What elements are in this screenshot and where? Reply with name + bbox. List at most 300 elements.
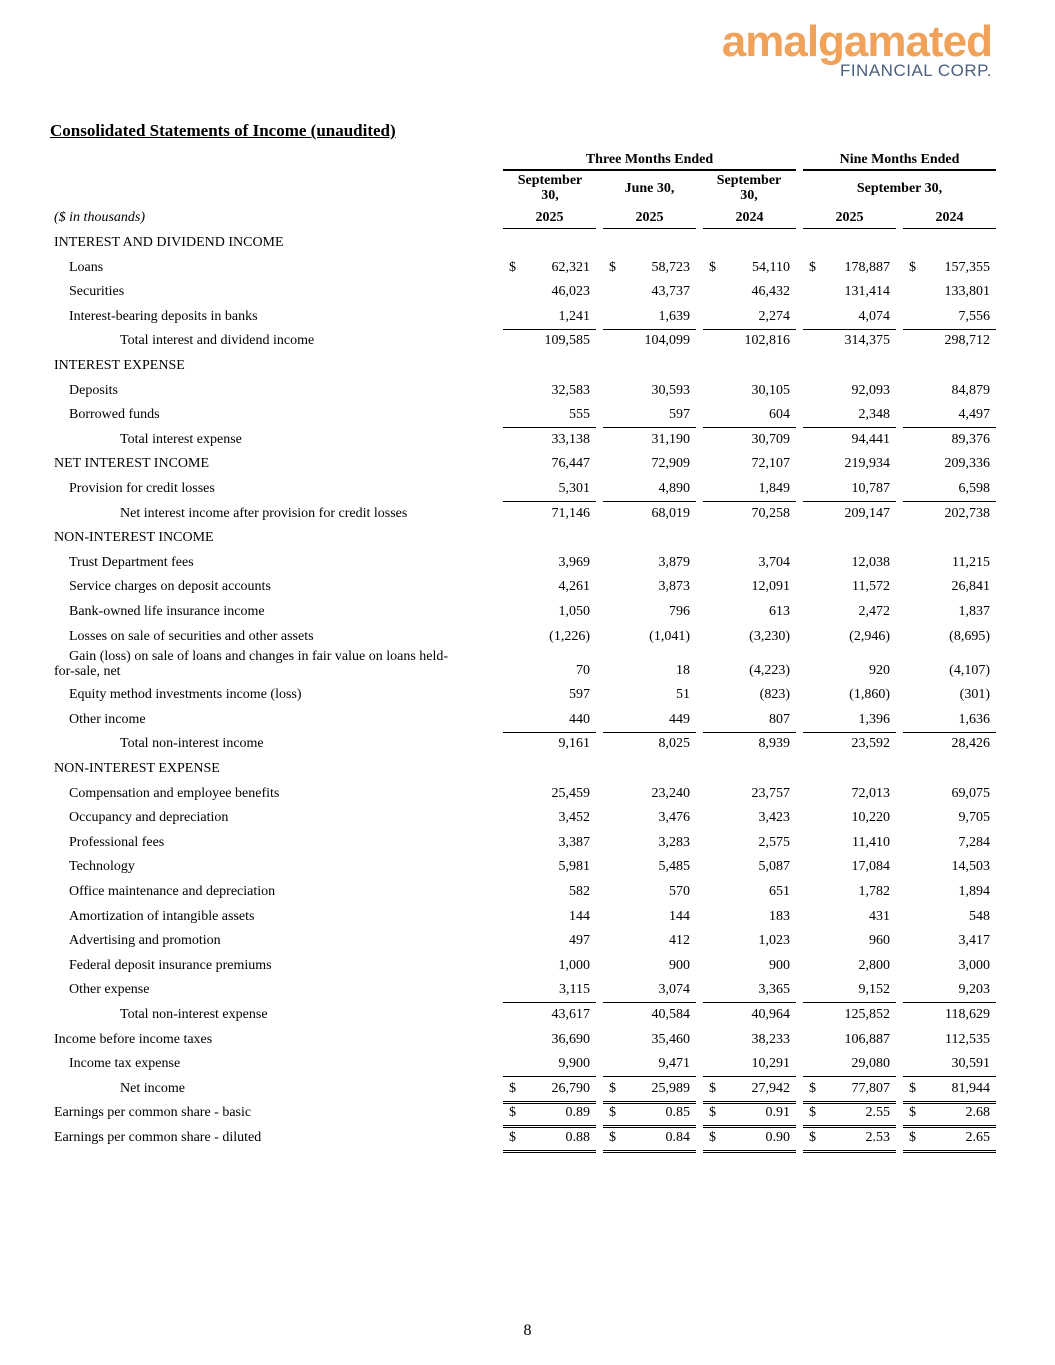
cell-value: 28,426 bbox=[951, 736, 990, 752]
dollar-sign: $ bbox=[709, 1130, 716, 1145]
cell-value: 23,757 bbox=[751, 785, 790, 801]
cell-value: 118,629 bbox=[945, 1007, 990, 1022]
table-row bbox=[0, 806, 1055, 831]
cell-value: 900 bbox=[769, 957, 790, 973]
table-cell bbox=[703, 712, 796, 733]
cell-value: 18 bbox=[676, 663, 690, 679]
cell-value: 651 bbox=[769, 884, 790, 899]
table-cell bbox=[603, 383, 696, 403]
row-label: Losses on sale of securities and other assets bbox=[69, 628, 314, 644]
table-cell bbox=[703, 1007, 796, 1027]
cell-value: 144 bbox=[669, 908, 690, 924]
year-rule-1 bbox=[503, 228, 596, 229]
cell-value: 23,592 bbox=[851, 736, 890, 752]
cell-value: 1,050 bbox=[558, 604, 590, 619]
table-row bbox=[0, 757, 1055, 782]
table-cell bbox=[603, 432, 696, 452]
table-cell bbox=[803, 835, 896, 855]
cell-value: 0.89 bbox=[565, 1105, 590, 1121]
table-cell bbox=[603, 284, 696, 304]
row-label: Earnings per common share - diluted bbox=[54, 1130, 262, 1145]
dollar-sign: $ bbox=[609, 1080, 616, 1096]
table-row bbox=[0, 502, 1055, 527]
table-row bbox=[0, 855, 1055, 880]
cell-value: 314,375 bbox=[844, 333, 890, 349]
table-cell bbox=[803, 333, 896, 353]
table-cell bbox=[903, 958, 996, 978]
cell-value: 35,460 bbox=[651, 1031, 690, 1047]
cell-value: 131,414 bbox=[844, 284, 890, 300]
table-cell bbox=[903, 1105, 996, 1128]
table-cell bbox=[503, 687, 596, 707]
cell-value: 27,942 bbox=[751, 1080, 790, 1096]
table-cell bbox=[603, 835, 696, 855]
cell-value: 0.91 bbox=[765, 1105, 790, 1121]
year-col-3: 2024 bbox=[735, 210, 764, 225]
cell-value: 11,215 bbox=[952, 554, 990, 570]
table-cell bbox=[503, 333, 596, 353]
table-cell bbox=[803, 859, 896, 879]
table-cell bbox=[503, 432, 596, 452]
cell-value: 10,291 bbox=[751, 1056, 790, 1072]
table-cell bbox=[903, 456, 996, 476]
table-row bbox=[0, 880, 1055, 905]
cell-value: 58,723 bbox=[651, 259, 690, 275]
dollar-sign: $ bbox=[909, 1130, 916, 1145]
table-cell bbox=[703, 909, 796, 929]
cell-value: 9,705 bbox=[958, 810, 990, 826]
table-cell bbox=[603, 555, 696, 575]
table-cell bbox=[603, 884, 696, 904]
dollar-sign: $ bbox=[809, 1105, 816, 1121]
table-cell bbox=[703, 284, 796, 304]
table-cell bbox=[803, 506, 896, 526]
cell-value: 796 bbox=[669, 604, 690, 619]
dollar-sign: $ bbox=[509, 1105, 516, 1121]
row-label: Loans bbox=[69, 259, 104, 275]
cell-value: 81,944 bbox=[951, 1080, 990, 1096]
cell-value: 1,636 bbox=[958, 711, 990, 727]
table-cell bbox=[603, 1081, 696, 1104]
cell-value: 92,093 bbox=[851, 382, 890, 398]
cell-value: 920 bbox=[869, 663, 890, 679]
cell-value: 11,572 bbox=[852, 579, 890, 595]
subheader-sep30-2024: September 30, bbox=[716, 173, 782, 203]
table-cell bbox=[703, 629, 796, 649]
table-cell bbox=[703, 555, 796, 575]
table-cell bbox=[503, 604, 596, 624]
table-cell bbox=[803, 604, 896, 624]
year-rule-2 bbox=[603, 228, 696, 229]
table-cell bbox=[803, 1007, 896, 1027]
table-cell bbox=[803, 407, 896, 428]
table-row bbox=[0, 782, 1055, 807]
table-cell bbox=[503, 260, 596, 280]
table-cell bbox=[603, 309, 696, 330]
cell-value: 112,535 bbox=[945, 1031, 990, 1047]
table-row bbox=[0, 1126, 1055, 1151]
cell-value: 1,396 bbox=[858, 711, 890, 727]
table-cell bbox=[703, 810, 796, 830]
table-cell bbox=[703, 260, 796, 280]
subheader-nine-sep30: September 30, bbox=[856, 181, 943, 196]
cell-value: (4,223) bbox=[749, 663, 790, 679]
cell-value: (1,041) bbox=[649, 628, 690, 644]
page-number: 8 bbox=[523, 1322, 532, 1339]
cell-value: 33,138 bbox=[551, 431, 590, 447]
table-cell bbox=[503, 629, 596, 649]
cell-value: (8,695) bbox=[949, 628, 990, 644]
cell-value: 2,274 bbox=[758, 308, 790, 324]
table-cell bbox=[503, 407, 596, 428]
table-cell bbox=[903, 481, 996, 502]
table-cell bbox=[803, 1081, 896, 1104]
table-cell bbox=[803, 383, 896, 403]
table-cell bbox=[603, 604, 696, 624]
row-label: Earnings per common share - basic bbox=[54, 1105, 252, 1121]
cell-value: 183 bbox=[769, 908, 790, 924]
table-cell bbox=[803, 663, 896, 683]
table-cell bbox=[803, 284, 896, 304]
cell-value: 12,038 bbox=[851, 554, 890, 570]
cell-value: 76,447 bbox=[551, 456, 590, 472]
row-label: Total non-interest expense bbox=[120, 1007, 268, 1022]
table-cell bbox=[803, 712, 896, 733]
row-label: Occupancy and depreciation bbox=[69, 810, 229, 826]
cell-value: 71,146 bbox=[551, 505, 590, 521]
table-cell bbox=[903, 604, 996, 624]
cell-value: 6,598 bbox=[958, 481, 990, 496]
table-cell bbox=[503, 1032, 596, 1052]
row-label: Service charges on deposit accounts bbox=[69, 579, 271, 595]
cell-value: 72,013 bbox=[851, 785, 890, 801]
cell-value: 0.88 bbox=[565, 1130, 590, 1145]
table-cell bbox=[703, 604, 796, 624]
table-cell bbox=[503, 1081, 596, 1104]
table-cell bbox=[903, 407, 996, 428]
dollar-sign: $ bbox=[809, 1080, 816, 1096]
cell-value: 109,585 bbox=[544, 333, 590, 349]
cell-value: 133,801 bbox=[944, 284, 990, 300]
cell-value: 0.84 bbox=[665, 1130, 690, 1145]
cell-value: 70,258 bbox=[751, 505, 790, 521]
cell-value: 3,452 bbox=[558, 810, 590, 826]
cell-value: 17,084 bbox=[851, 859, 890, 875]
cell-value: (301) bbox=[959, 687, 990, 703]
table-cell bbox=[703, 982, 796, 1003]
cell-value: 3,115 bbox=[559, 982, 590, 998]
table-cell bbox=[903, 1032, 996, 1052]
table-cell bbox=[703, 884, 796, 904]
table-cell bbox=[603, 506, 696, 526]
cell-value: 9,471 bbox=[658, 1056, 690, 1072]
row-label: Other income bbox=[69, 711, 146, 727]
cell-value: 5,485 bbox=[658, 859, 690, 875]
table-cell bbox=[603, 958, 696, 978]
table-cell bbox=[603, 333, 696, 353]
row-label: Provision for credit losses bbox=[69, 481, 215, 496]
cell-value: 26,790 bbox=[551, 1080, 590, 1096]
year-col-4: 2025 bbox=[835, 210, 864, 225]
cell-value: 960 bbox=[869, 933, 890, 949]
dollar-sign: $ bbox=[909, 1105, 916, 1121]
cell-value: 11,410 bbox=[852, 834, 890, 850]
cell-value: 219,934 bbox=[844, 456, 890, 472]
cell-value: 9,161 bbox=[558, 736, 590, 752]
table-cell bbox=[703, 786, 796, 806]
cell-value: 12,091 bbox=[751, 579, 790, 595]
cell-value: 30,105 bbox=[751, 382, 790, 398]
cell-value: 1,782 bbox=[858, 884, 890, 899]
table-cell bbox=[603, 982, 696, 1003]
table-cell bbox=[703, 456, 796, 476]
header-nine-months: Nine Months Ended bbox=[839, 152, 960, 167]
table-row bbox=[0, 1003, 1055, 1028]
table-row bbox=[0, 379, 1055, 404]
cell-value: 3,704 bbox=[758, 554, 790, 570]
cell-value: 209,336 bbox=[944, 456, 990, 472]
table-row bbox=[0, 354, 1055, 379]
cell-value: 5,981 bbox=[558, 859, 590, 875]
table-cell bbox=[903, 333, 996, 353]
cell-value: 2,472 bbox=[858, 604, 890, 619]
table-cell bbox=[503, 309, 596, 330]
table-row bbox=[0, 905, 1055, 930]
cell-value: 2.68 bbox=[965, 1105, 990, 1121]
table-cell bbox=[903, 687, 996, 707]
row-label: Net interest income after provision for credit losses bbox=[120, 505, 408, 521]
cell-value: 125,852 bbox=[844, 1007, 890, 1022]
cell-value: 14,503 bbox=[951, 859, 990, 875]
cell-value: 30,709 bbox=[751, 431, 790, 447]
row-label: Net income bbox=[120, 1080, 185, 1096]
cell-value: 8,025 bbox=[658, 736, 690, 752]
cell-value: (1,860) bbox=[849, 687, 890, 703]
table-row bbox=[0, 231, 1055, 256]
dollar-sign: $ bbox=[909, 259, 916, 275]
cell-value: 38,233 bbox=[751, 1031, 790, 1047]
table-cell bbox=[903, 506, 996, 526]
table-row bbox=[0, 625, 1055, 650]
row-label: INTEREST AND DIVIDEND INCOME bbox=[54, 235, 284, 250]
table-cell bbox=[503, 712, 596, 733]
cell-value: 68,019 bbox=[651, 505, 690, 521]
dollar-sign: $ bbox=[609, 1105, 616, 1121]
table-cell bbox=[903, 786, 996, 806]
year-col-2: 2025 bbox=[635, 210, 664, 225]
cell-value: 412 bbox=[669, 933, 690, 949]
cell-value: 26,841 bbox=[951, 579, 990, 595]
table-cell bbox=[703, 1105, 796, 1128]
table-row bbox=[0, 256, 1055, 281]
table-cell bbox=[903, 982, 996, 1003]
cell-value: 7,284 bbox=[958, 834, 990, 850]
table-cell bbox=[803, 1032, 896, 1052]
cell-value: 51 bbox=[676, 687, 690, 703]
cell-value: 106,887 bbox=[844, 1031, 890, 1047]
table-cell bbox=[703, 663, 796, 683]
cell-value: 104,099 bbox=[644, 333, 690, 349]
row-label: Income tax expense bbox=[69, 1056, 181, 1072]
table-cell bbox=[703, 835, 796, 855]
table-cell bbox=[803, 432, 896, 452]
table-cell bbox=[903, 432, 996, 452]
cell-value: 32,583 bbox=[551, 382, 590, 398]
table-cell bbox=[903, 835, 996, 855]
cell-value: 3,000 bbox=[958, 957, 990, 973]
table-cell bbox=[703, 736, 796, 756]
table-cell bbox=[903, 810, 996, 830]
table-cell bbox=[803, 958, 896, 978]
cell-value: 89,376 bbox=[951, 431, 990, 447]
row-label: Technology bbox=[69, 859, 135, 875]
cell-value: 40,584 bbox=[651, 1007, 690, 1022]
table-cell bbox=[903, 1056, 996, 1077]
cell-value: 36,690 bbox=[551, 1031, 590, 1047]
row-label: Income before income taxes bbox=[54, 1031, 213, 1047]
cell-value: (1,226) bbox=[549, 628, 590, 644]
row-label: Total interest and dividend income bbox=[120, 333, 315, 349]
cell-value: 1,837 bbox=[958, 604, 990, 619]
table-cell bbox=[803, 309, 896, 330]
cell-value: 4,497 bbox=[958, 407, 990, 423]
table-cell bbox=[603, 579, 696, 599]
table-row bbox=[0, 1028, 1055, 1053]
table-cell bbox=[503, 1105, 596, 1128]
table-cell bbox=[503, 555, 596, 575]
cell-value: 1,849 bbox=[758, 481, 790, 496]
table-row bbox=[0, 403, 1055, 428]
dollar-sign: $ bbox=[709, 1080, 716, 1096]
table-cell bbox=[603, 859, 696, 879]
subheader-sep30-2025: September 30, bbox=[517, 173, 583, 203]
dollar-sign: $ bbox=[609, 259, 616, 275]
cell-value: 77,807 bbox=[851, 1080, 890, 1096]
table-cell bbox=[803, 260, 896, 280]
table-row bbox=[0, 329, 1055, 354]
table-cell bbox=[503, 284, 596, 304]
cell-value: 1,023 bbox=[758, 933, 790, 949]
table-cell bbox=[503, 982, 596, 1003]
cell-value: 1,241 bbox=[558, 308, 590, 324]
dollar-sign: $ bbox=[809, 1130, 816, 1145]
cell-value: 202,738 bbox=[944, 505, 990, 521]
cell-value: 31,190 bbox=[651, 431, 690, 447]
cell-value: 3,476 bbox=[658, 810, 690, 826]
table-cell bbox=[903, 1007, 996, 1027]
cell-value: 8,939 bbox=[758, 736, 790, 752]
table-cell bbox=[703, 506, 796, 526]
cell-value: 2,575 bbox=[758, 834, 790, 850]
table-cell bbox=[903, 663, 996, 683]
dollar-sign: $ bbox=[709, 259, 716, 275]
cell-value: 3,969 bbox=[558, 554, 590, 570]
table-cell bbox=[803, 481, 896, 502]
table-cell bbox=[603, 629, 696, 649]
row-label-line-2: for-sale, net bbox=[54, 664, 121, 680]
row-label: NON-INTEREST EXPENSE bbox=[54, 761, 220, 776]
table-cell bbox=[903, 859, 996, 879]
cell-value: 72,107 bbox=[751, 456, 790, 472]
table-row bbox=[0, 600, 1055, 625]
table-cell bbox=[803, 555, 896, 575]
cell-value: 9,203 bbox=[958, 982, 990, 998]
year-rule-4 bbox=[803, 228, 896, 229]
table-cell bbox=[703, 1130, 796, 1153]
table-cell bbox=[903, 1081, 996, 1104]
cell-value: 70 bbox=[576, 663, 590, 679]
table-cell bbox=[503, 884, 596, 904]
table-cell bbox=[703, 333, 796, 353]
cell-value: 178,887 bbox=[844, 259, 890, 275]
cell-value: 25,989 bbox=[651, 1080, 690, 1096]
row-label: Federal deposit insurance premiums bbox=[69, 957, 272, 973]
table-row bbox=[0, 683, 1055, 708]
table-cell bbox=[703, 579, 796, 599]
cell-value: 5,087 bbox=[758, 859, 790, 875]
dollar-sign: $ bbox=[909, 1080, 916, 1096]
table-cell bbox=[703, 481, 796, 502]
header-rule-three bbox=[503, 169, 796, 171]
cell-value: 440 bbox=[569, 711, 590, 727]
cell-value: 2.53 bbox=[865, 1130, 890, 1145]
dollar-sign: $ bbox=[709, 1105, 716, 1121]
table-cell bbox=[903, 260, 996, 280]
cell-value: 570 bbox=[669, 884, 690, 899]
table-cell bbox=[603, 1007, 696, 1027]
cell-value: 597 bbox=[669, 407, 690, 423]
cell-value: 449 bbox=[669, 711, 690, 727]
cell-value: 10,787 bbox=[851, 481, 890, 496]
table-cell bbox=[703, 859, 796, 879]
table-cell bbox=[603, 810, 696, 830]
table-cell bbox=[503, 810, 596, 830]
cell-value: 1,000 bbox=[558, 957, 590, 973]
row-label: Bank-owned life insurance income bbox=[69, 604, 265, 619]
table-cell bbox=[603, 736, 696, 756]
cell-value: 5,301 bbox=[558, 481, 590, 496]
row-label: INTEREST EXPENSE bbox=[54, 358, 185, 373]
row-label: NON-INTEREST INCOME bbox=[54, 530, 214, 546]
table-cell bbox=[603, 786, 696, 806]
table-cell bbox=[603, 1056, 696, 1077]
cell-value: 69,075 bbox=[951, 785, 990, 801]
row-label: Total interest expense bbox=[120, 431, 242, 447]
cell-value: 548 bbox=[969, 908, 990, 924]
dollar-sign: $ bbox=[509, 259, 516, 275]
cell-value: 9,900 bbox=[558, 1056, 590, 1072]
cell-value: 3,283 bbox=[658, 834, 690, 850]
table-cell bbox=[603, 1032, 696, 1052]
table-cell bbox=[803, 933, 896, 953]
table-row bbox=[0, 954, 1055, 979]
table-cell bbox=[503, 786, 596, 806]
cell-value: 54,110 bbox=[752, 259, 790, 275]
table-cell bbox=[503, 481, 596, 502]
table-cell bbox=[803, 909, 896, 929]
table-cell bbox=[703, 407, 796, 428]
table-cell bbox=[903, 736, 996, 756]
table-cell bbox=[603, 1105, 696, 1128]
cell-value: (4,107) bbox=[949, 663, 990, 679]
table-cell bbox=[903, 712, 996, 733]
cell-value: 3,074 bbox=[658, 982, 690, 998]
cell-value: 0.90 bbox=[765, 1130, 790, 1145]
table-cell bbox=[703, 687, 796, 707]
cell-value: 43,617 bbox=[551, 1007, 590, 1022]
cell-value: 3,365 bbox=[758, 982, 790, 998]
table-cell bbox=[503, 1130, 596, 1153]
